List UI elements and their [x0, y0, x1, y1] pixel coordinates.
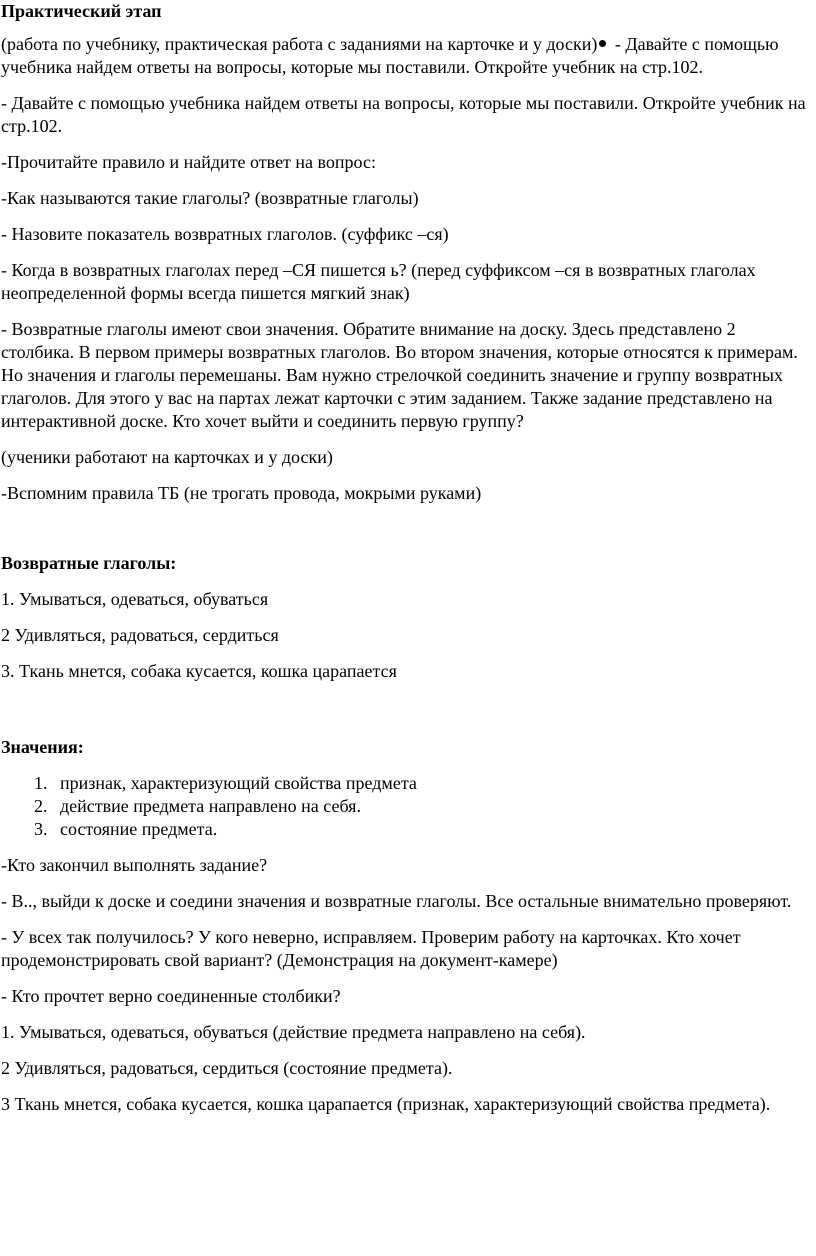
- meaning-text: признак, характеризующий свойства предмета: [60, 773, 417, 793]
- bullet-icon: [599, 40, 606, 47]
- paragraph-textbook: - Давайте с помощью учебника найдем ответы на вопросы, которые мы поставили. Откройте учебник на стр.102.: [1, 93, 806, 136]
- paragraph-read-rule: -Прочитайте правило и найдите ответ на вопрос:: [1, 152, 376, 172]
- paragraph-safety-rules: -Вспомним правила ТБ (не трогать провода, мокрыми руками): [1, 483, 482, 503]
- meaning-number: 3.: [34, 819, 48, 839]
- meaning-text: действие предмета направлено на себя.: [60, 796, 361, 816]
- paragraph-question-soft-sign: - Когда в возвратных глаголах перед –СЯ пишется ь? (перед суффиксом –ся в возвратных глаголах неопределенной формы всегда пишется мягкий знак): [1, 260, 756, 303]
- answer-item: 3 Ткань мнется, собака кусается, кошка царапается (признак, характеризующий свойства предмета).: [1, 1094, 771, 1114]
- intro-paragraph: [1, 33, 812, 79]
- answer-item: 2 Удивляться, радоваться, сердиться (состояние предмета).: [1, 1058, 453, 1078]
- intro-text-after-bullet: - Давайте с помощью учебника найдем ответы на вопросы, которые мы поставили. Откройте учебник на стр.102.: [1, 34, 779, 77]
- paragraph-check-work: - У всех так получилось? У кого неверно, исправляем. Проверим работу на карточках. Кто хочет продемонстрировать свой вариант? (Демонстрация на документ-камере): [1, 927, 741, 970]
- meaning-number: 2.: [34, 796, 48, 816]
- paragraph-go-to-board: - В.., выйди к доске и соедини значения и возвратные глаголы. Все остальные внимательно проверяют.: [1, 891, 792, 911]
- answer-item: 1. Умываться, одеваться, обуваться (действие предмета направлено на себя).: [1, 1022, 586, 1042]
- meanings-list: [1, 772, 812, 841]
- paragraph-task-description: - Возвратные глаголы имеют свои значения. Обратите внимание на доску. Здесь представлено 2 столбика. В первом примеры возвратных глаголов. Во втором значения, которые относятся к примерам. Но значения и глаголы перемешаны. Вам нужно стрелочкой соединить значение и группу возвратных глаголов. Для этого у вас на партах лежат карточки с этим заданием. Также задание представлено на интерактивной доске. Кто хочет выйти и соединить первую группу?: [1, 319, 798, 431]
- meaning-item: [1, 772, 812, 795]
- meaning-item: [1, 818, 812, 841]
- meanings-heading: Значения:: [1, 737, 84, 757]
- paragraph-question-name: -Как называются такие глаголы? (возвратные глаголы): [1, 188, 419, 208]
- verbs-heading: Возвратные глаголы:: [1, 553, 177, 573]
- meaning-item: [1, 795, 812, 818]
- meaning-text: состояние предмета.: [60, 819, 218, 839]
- spacer: [1, 696, 812, 736]
- paragraph-students-work: (ученики работают на карточках и у доски): [1, 447, 333, 467]
- paragraph-question-suffix: - Назовите показатель возвратных глаголов. (суффикс –ся): [1, 224, 449, 244]
- intro-text-before-bullet: (работа по учебнику, практическая работа с заданиями на карточке и у доски): [1, 34, 598, 54]
- paragraph-who-reads: - Кто прочтет верно соединенные столбики?: [1, 986, 341, 1006]
- verb-group-item: 3. Ткань мнется, собака кусается, кошка царапается: [1, 661, 397, 681]
- spacer: [1, 518, 812, 552]
- page-title: Практический этап: [1, 1, 162, 21]
- meaning-number: 1.: [34, 773, 48, 793]
- paragraph-who-finished: -Кто закончил выполнять задание?: [1, 855, 268, 875]
- verb-group-item: 2 Удивляться, радоваться, сердиться: [1, 625, 279, 645]
- verb-group-item: 1. Умываться, одеваться, обуваться: [1, 589, 269, 609]
